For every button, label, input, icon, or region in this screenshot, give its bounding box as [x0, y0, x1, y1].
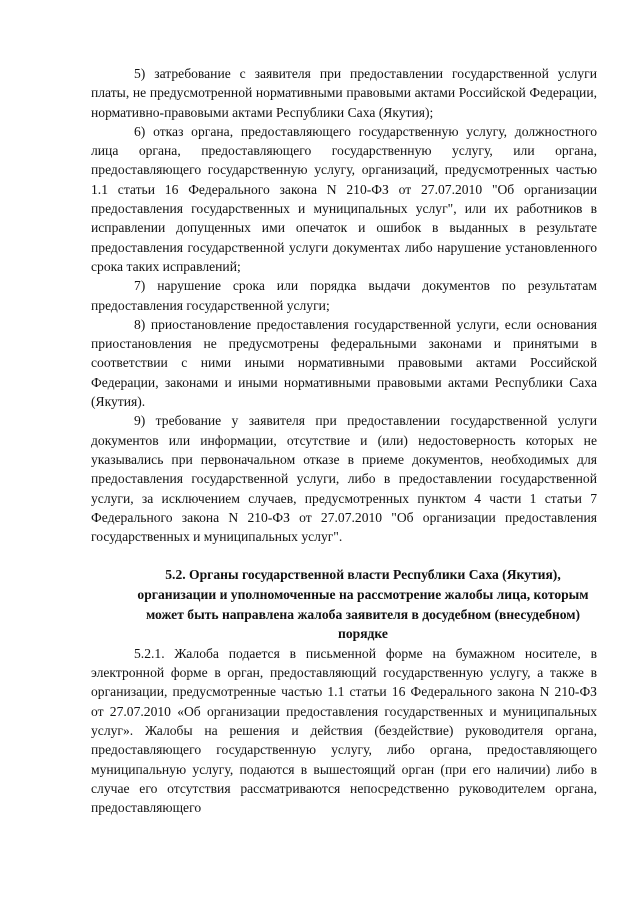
- section-heading-5-2: 5.2. Органы государственной власти Республики Саха (Якутия), организации и уполномоченные на рассмотрение жалобы лица, которым может быть направлена жалоба заявителя в досудебном (внесудебном) порядке: [137, 567, 589, 642]
- list-item-8: 8) приостановление предоставления государственной услуги, если основания приостановления не предусмотрены федеральными законами и принятыми в соответствии с ними иными нормативными правовыми актами Российской Федерации, законами и иными нормативными правовыми актами Республики Саха (Якутия).: [91, 316, 597, 410]
- list-item-5: 5) затребование с заявителя при предоставлении государственной услуги платы, не предусмотренной нормативными правовыми актами Российской Федерации, нормативно-правовыми актами Республики Саха (Якутия);: [91, 66, 597, 120]
- clause-5-2-1: 5.2.1. Жалоба подается в письменной форме на бумажном носителе, в электронной форме в орган, предоставляющий государственную услугу, а также в организации, предусмотренные частью 1.1 статьи 16 Федерального закона N 210-ФЗ от 27.07.2010 «Об организации предоставления государственных и муниципальных услуг». Жалобы на решения и действия (бездействие) руководителя органа, предоставляющего государственную услугу, либо органа, предоставляющего муниципальную услугу, подаются в вышестоящий орган (при его наличии) либо в случае его отсутствия рассматриваются непосредственно руководителем органа, предоставляющего: [91, 645, 597, 816]
- list-item-6: 6) отказ органа, предоставляющего государственную услугу, должностного лица органа, предоставляющего государственную услугу, или органа, предоставляющего государственную услугу, организаций, предусмотренных частью 1.1 статьи 16 Федерального закона N 210-ФЗ от 27.07.2010 "Об организации предоставления государственных и муниципальных услуг", или их работников в исправлении допущенных ими опечаток и ошибок в выданных в результате предоставления государственной услуги документах либо нарушение установленного срока таких исправлений;: [91, 123, 597, 274]
- list-item-7: 7) нарушение срока или порядка выдачи документов по результатам предоставления государственной услуги;: [91, 278, 597, 313]
- list-item-9: 9) требование у заявителя при предоставлении государственной услуги документов или информации, отсутствие и (или) недостоверность которых не указывались при первоначальном отказе в приеме документов, необходимых для предоставления государственной услуги, либо в предоставлении государственной услуги, за исключением случаев, предусмотренных пунктом 4 части 1 статьи 7 Федерального закона N 210-ФЗ от 27.07.2010 "Об организации предоставления государственных и муниципальных услуг".: [91, 413, 597, 545]
- document-page: [91, 64, 597, 817]
